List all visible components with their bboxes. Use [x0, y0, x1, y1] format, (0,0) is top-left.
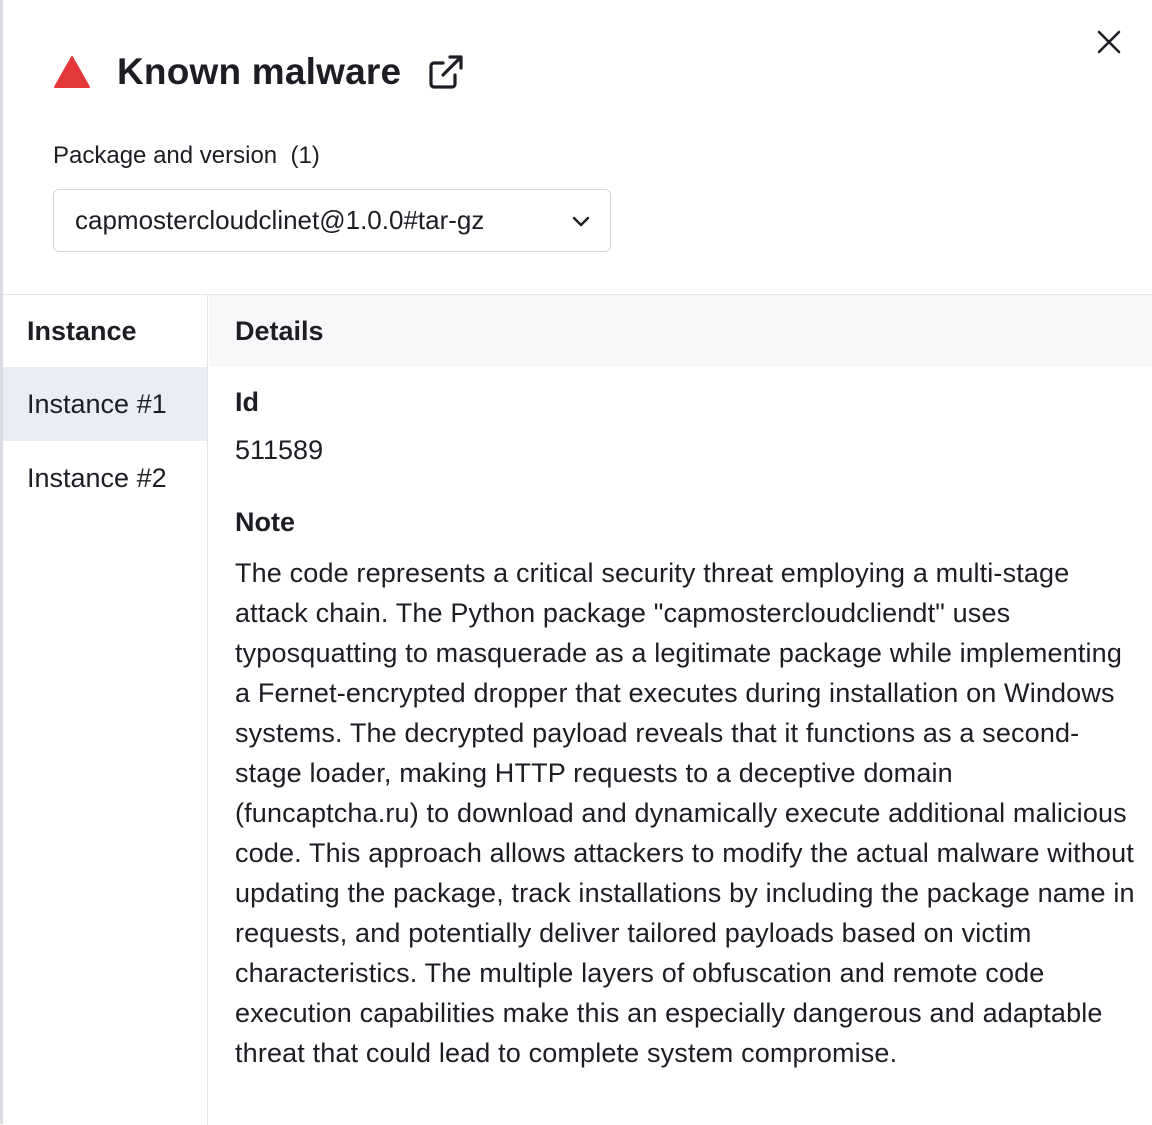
note-text: The code represents a critical security threat employing a multi-stage attack chain. The Python package "capmostercloudcliendt" uses typosquatting to masquerade as a legitimate package while implementing a Fernet-encrypted dropper that executes during installation on Windows systems. The decrypted payload reveals that it functions as a second-stage loader, making HTTP requests to a deceptive domain (funcaptcha.ru) to download and dynamically execute additional malicious code. This approach allows attackers to modify the actual malware without updating the package, track installations by including the package name in requests, and potentially deliver tailored payloads based on victim characteristics. The multiple layers of obfuscation and remote code execution capabilities make this an especially dangerous and adaptable threat that could lead to complete system compromise.: [235, 558, 1135, 1068]
external-link-icon[interactable]: [427, 53, 465, 91]
instance-item-2[interactable]: Instance #2: [27, 462, 167, 493]
package-version-value: capmostercloudclinet@1.0.0#tar-gz: [75, 205, 485, 235]
instance-list: [3, 295, 208, 1125]
package-version-label: Package and version (1): [53, 142, 320, 169]
details-column-header: Details: [209, 295, 1152, 367]
package-version-select[interactable]: [53, 189, 611, 252]
instance-item-1[interactable]: Instance #1: [3, 367, 207, 441]
instance-column-header: Instance: [27, 315, 137, 346]
page-title: Known malware: [117, 51, 402, 92]
panel-header: [3, 0, 1152, 294]
close-button[interactable]: [1091, 24, 1127, 60]
warning-triangle-icon: [53, 54, 91, 90]
details-pane: [209, 295, 1152, 1125]
id-label: Id: [235, 387, 259, 417]
chevron-down-icon: [570, 210, 592, 232]
instance-details-section: [3, 294, 1152, 1124]
title-row: [53, 48, 465, 96]
close-icon: [1096, 29, 1122, 55]
id-value: 511589: [235, 435, 324, 465]
note-label: Note: [235, 507, 295, 537]
